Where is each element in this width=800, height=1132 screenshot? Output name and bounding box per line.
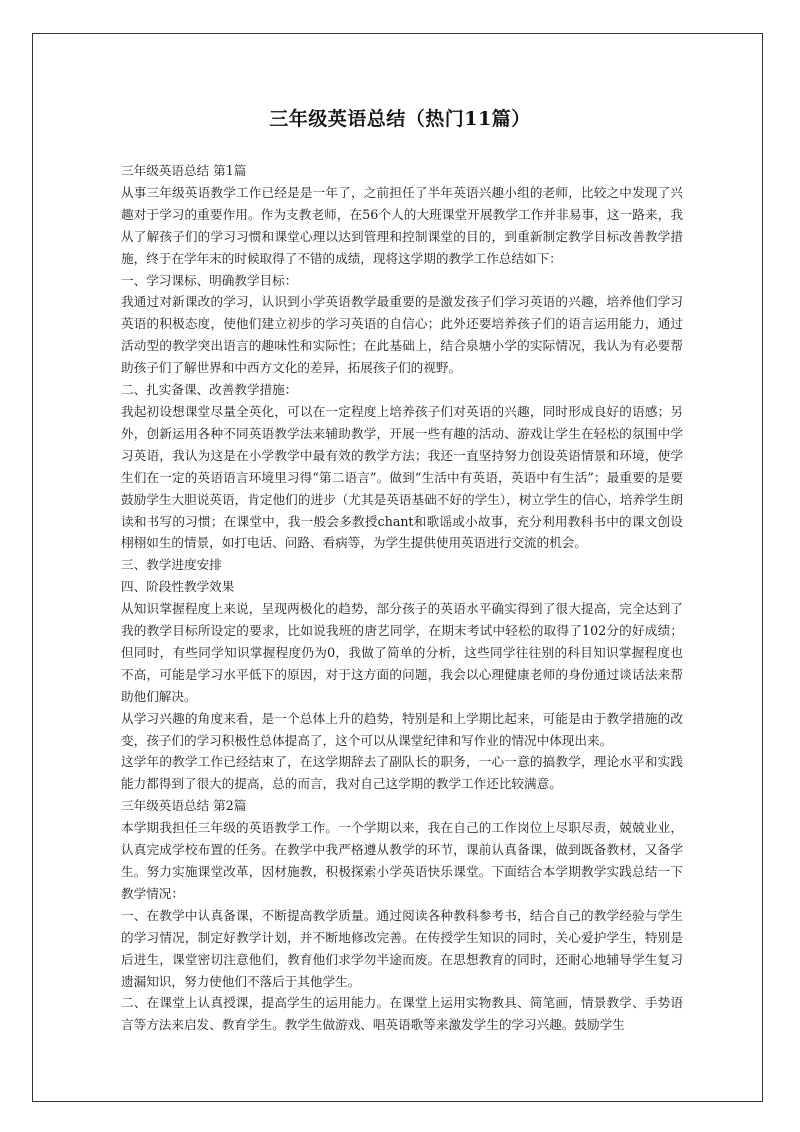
subheading: 三、教学进度安排 [121, 557, 222, 573]
paragraph: 一、在教学中认真备课，不断提高教学质量。通过阅读各种教科参考书，结合自己的教学经验与学生的学习情况，制定好教学计划，并不断地修改完善。在传授学生知识的同时，关心爱护学生，特别是后进生，课堂密切注意他们，教育他们求学勿半途而废。在思想教育的同时，还耐心地辅导学生复习遗漏知识，努力使他们不落后于其他学生。 [121, 907, 683, 989]
paragraph: 从学习兴趣的角度来看，是一个总体上升的趋势，特别是和上学期比起来，可能是由于教学措施的改变，孩子们的学习积极性总体提高了，这个可以从课堂纪律和写作业的情况中体现出来。 [121, 710, 683, 748]
section-heading-2: 三年级英语总结 第2篇 [121, 798, 247, 814]
document-body [121, 160, 683, 1036]
paragraph: 从知识掌握程度上来说，呈现两极化的趋势，部分孩子的英语水平确实得到了很大提高，完全达到了我的教学目标所设定的要求，比如说我班的唐艺同学，在期末考试中轻松的取得了102分的好成绩；但同时，有些同学知识掌握程度仍为0，我做了简单的分析，这些同学往往别的科目知识掌握程度也不高，可能是学习水平低下的原因，对于这方面的问题，我会以心理健康老师的身份通过谈话法来帮助他们解决。 [121, 601, 683, 704]
paragraph: 我通过对新课改的学习，认识到小学英语教学最重要的是激发孩子们学习英语的兴趣，培养他们学习英语的积极态度，使他们建立初步的学习英语的自信心；此外还要培养孩子们的语言运用能力，通过活动型的教学突出语言的趣味性和实际性；在此基础上，结合泉塘小学的实际情况，我认为有必要帮助孩子们了解世界和中西方文化的差异，拓展孩子们的视野。 [121, 294, 683, 376]
document-title: 三年级英语总结（热门11篇） [269, 108, 531, 130]
subheading: 四、阶段性教学效果 [121, 579, 235, 595]
section-heading-1: 三年级英语总结 第1篇 [121, 163, 247, 178]
paragraph: 二、在课堂上认真授课，提高学生的运用能力。在课堂上运用实物教具、简笔画，情景教学、手势语言等方法来启发、教育学生。教学生做游戏、唱英语歌等来激发学生的学习兴趣。鼓励学生 [121, 995, 683, 1033]
paragraph: 本学期我担任三年级的英语教学工作。一个学期以来，我在自己的工作岗位上尽职尽责，兢兢业业，认真完成学校布置的任务。在教学中我严格遵从教学的环节，课前认真备课，做到既备教材，又备学生。努力实施课堂改革，因材施教，积极探索小学英语快乐课堂。下面结合本学期教学实践总结一下教学情况： [121, 820, 683, 901]
paragraph: 我起初设想课堂尽量全英化，可以在一定程度上培养孩子们对英语的兴趣，同时形成良好的语感；另外，创新运用各种不同英语教学法来辅助教学，开展一些有趣的活动、游戏让学生在轻松的氛围中学习英语，我认为这是在小学教学中最有效的教学方法；我还一直坚持努力创设英语情景和环境，使学生们在一定的英语语言环境里习得“第二语言”。做到“生活中有英语，英语中有生活”；最重要的是要鼓励学生大胆说英语，肯定他们的进步（尤其是英语基础不好的学生），树立学生的信心，培养学生朗读和书写的习惯；在课堂中，我一般会多教授chant和歌谣或小故事，充分利用教科书中的课文创设栩栩如生的情景，如打电话、问路、看病等，为学生提供使用英语进行交流的机会。 [121, 403, 683, 551]
subheading: 一、学习课标、明确教学目标： [121, 272, 298, 288]
paragraph: 从事三年级英语教学工作已经是是一年了，之前担任了半年英语兴趣小组的老师，比较之中发现了兴趣对于学习的重要作用。作为支教老师，在56个人的大班课堂开展教学工作并非易事，这一路来，我从了解孩子们的学习习惯和课堂心理以达到管理和控制课堂的目的，到重新制定教学目标改善教学措施，终于在学年末的时候取得了不错的成绩，现将这学期的教学工作总结如下： [121, 184, 683, 266]
subheading: 二、扎实备课、改善教学措施： [121, 382, 298, 398]
paragraph: 这学年的教学工作已经结束了，在这学期辞去了副队长的职务，一心一意的搞教学，理论水平和实践能力都得到了很大的提高，总的而言，我对自己这学期的教学工作还比较满意。 [121, 754, 683, 792]
